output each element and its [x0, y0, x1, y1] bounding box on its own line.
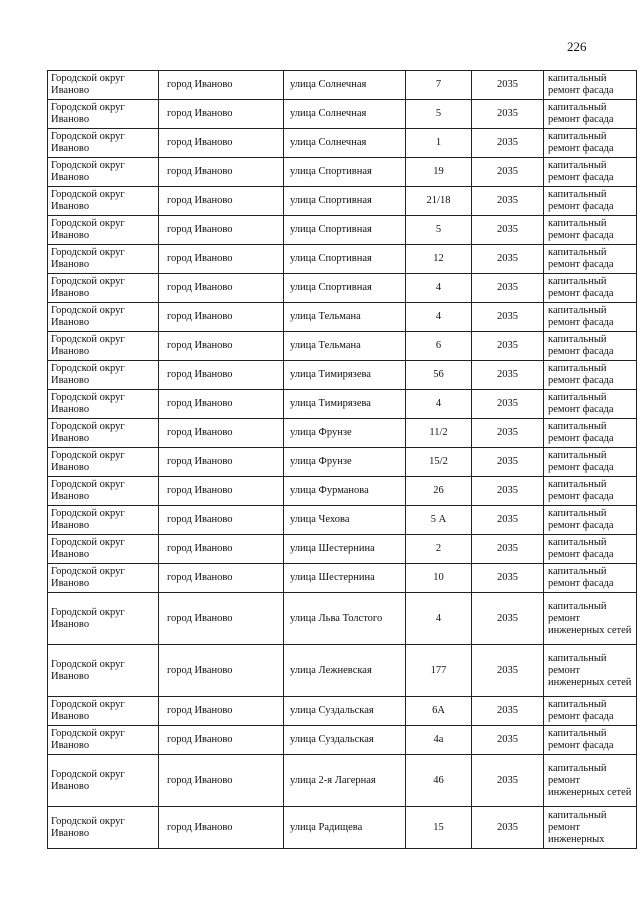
house-number-cell: 56 — [406, 361, 472, 390]
city-cell: город Иваново — [159, 361, 284, 390]
table-row — [48, 216, 637, 245]
district-cell: Городской округ Иваново — [48, 303, 159, 332]
city-cell: город Иваново — [159, 726, 284, 755]
city-cell: город Иваново — [159, 216, 284, 245]
house-number-cell: 7 — [406, 71, 472, 100]
street-cell: улица Спортивная — [284, 216, 406, 245]
year-cell: 2035 — [472, 593, 544, 645]
year-cell: 2035 — [472, 274, 544, 303]
year-cell: 2035 — [472, 390, 544, 419]
housing-repair-table — [47, 70, 637, 849]
street-cell: улица Тельмана — [284, 303, 406, 332]
city-cell: город Иваново — [159, 187, 284, 216]
district-cell: Городской округ Иваново — [48, 755, 159, 807]
table-row — [48, 755, 637, 807]
year-cell: 2035 — [472, 216, 544, 245]
district-cell: Городской округ Иваново — [48, 564, 159, 593]
city-cell: город Иваново — [159, 477, 284, 506]
district-cell: Городской округ Иваново — [48, 390, 159, 419]
year-cell: 2035 — [472, 129, 544, 158]
city-cell: город Иваново — [159, 755, 284, 807]
city-cell: город Иваново — [159, 419, 284, 448]
street-cell: улица Тельмана — [284, 332, 406, 361]
year-cell: 2035 — [472, 535, 544, 564]
work-type-cell: капитальный ремонт фасада — [544, 535, 637, 564]
year-cell: 2035 — [472, 448, 544, 477]
table-row — [48, 535, 637, 564]
year-cell: 2035 — [472, 477, 544, 506]
street-cell: улица Лежневская — [284, 645, 406, 697]
house-number-cell: 21/18 — [406, 187, 472, 216]
district-cell: Городской округ Иваново — [48, 697, 159, 726]
street-cell: улица Фрунзе — [284, 448, 406, 477]
district-cell: Городской округ Иваново — [48, 274, 159, 303]
table-row — [48, 390, 637, 419]
house-number-cell: 26 — [406, 477, 472, 506]
year-cell: 2035 — [472, 807, 544, 849]
city-cell: город Иваново — [159, 332, 284, 361]
year-cell: 2035 — [472, 332, 544, 361]
street-cell: улица Спортивная — [284, 187, 406, 216]
work-type-cell: капитальный ремонт фасада — [544, 274, 637, 303]
street-cell: улица Солнечная — [284, 71, 406, 100]
work-type-cell: капитальный ремонт инженерных сетей — [544, 593, 637, 645]
table-body — [48, 71, 637, 849]
table-row — [48, 506, 637, 535]
work-type-cell: капитальный ремонт инженерных — [544, 807, 637, 849]
house-number-cell: 15/2 — [406, 448, 472, 477]
house-number-cell: 1 — [406, 129, 472, 158]
district-cell: Городской округ Иваново — [48, 477, 159, 506]
table-row — [48, 645, 637, 697]
year-cell: 2035 — [472, 564, 544, 593]
table-row — [48, 477, 637, 506]
work-type-cell: капитальный ремонт фасада — [544, 187, 637, 216]
street-cell: улица Спортивная — [284, 245, 406, 274]
city-cell: город Иваново — [159, 303, 284, 332]
city-cell: город Иваново — [159, 129, 284, 158]
district-cell: Городской округ Иваново — [48, 645, 159, 697]
district-cell: Городской округ Иваново — [48, 361, 159, 390]
table-row — [48, 697, 637, 726]
table-row — [48, 593, 637, 645]
city-cell: город Иваново — [159, 535, 284, 564]
work-type-cell: капитальный ремонт инженерных сетей — [544, 755, 637, 807]
house-number-cell: 5 — [406, 100, 472, 129]
table-row — [48, 158, 637, 187]
page-number: 226 — [567, 39, 587, 54]
district-cell: Городской округ Иваново — [48, 129, 159, 158]
district-cell: Городской округ Иваново — [48, 158, 159, 187]
work-type-cell: капитальный ремонт фасада — [544, 129, 637, 158]
street-cell: улица Спортивная — [284, 274, 406, 303]
house-number-cell: 2 — [406, 535, 472, 564]
table-row — [48, 129, 637, 158]
district-cell: Городской округ Иваново — [48, 332, 159, 361]
house-number-cell: 4 — [406, 390, 472, 419]
table-row — [48, 245, 637, 274]
work-type-cell: капитальный ремонт фасада — [544, 726, 637, 755]
year-cell: 2035 — [472, 245, 544, 274]
city-cell: город Иваново — [159, 697, 284, 726]
street-cell: улица Шестернина — [284, 535, 406, 564]
house-number-cell: 5 — [406, 216, 472, 245]
street-cell: улица Суздальская — [284, 697, 406, 726]
year-cell: 2035 — [472, 158, 544, 187]
year-cell: 2035 — [472, 71, 544, 100]
year-cell: 2035 — [472, 187, 544, 216]
district-cell: Городской округ Иваново — [48, 216, 159, 245]
house-number-cell: 4 — [406, 274, 472, 303]
street-cell: улица Льва Толстого — [284, 593, 406, 645]
city-cell: город Иваново — [159, 274, 284, 303]
work-type-cell: капитальный ремонт фасада — [544, 71, 637, 100]
street-cell: улица Солнечная — [284, 100, 406, 129]
work-type-cell: капитальный ремонт фасада — [544, 303, 637, 332]
district-cell: Городской округ Иваново — [48, 100, 159, 129]
street-cell: улица Солнечная — [284, 129, 406, 158]
city-cell: город Иваново — [159, 564, 284, 593]
house-number-cell: 4 — [406, 303, 472, 332]
year-cell: 2035 — [472, 303, 544, 332]
city-cell: город Иваново — [159, 807, 284, 849]
city-cell: город Иваново — [159, 506, 284, 535]
house-number-cell: 6А — [406, 697, 472, 726]
district-cell: Городской округ Иваново — [48, 506, 159, 535]
work-type-cell: капитальный ремонт фасада — [544, 390, 637, 419]
city-cell: город Иваново — [159, 158, 284, 187]
district-cell: Городской округ Иваново — [48, 535, 159, 564]
table-row — [48, 187, 637, 216]
table-row — [48, 71, 637, 100]
street-cell: улица Фрунзе — [284, 419, 406, 448]
city-cell: город Иваново — [159, 100, 284, 129]
table-row — [48, 303, 637, 332]
city-cell: город Иваново — [159, 448, 284, 477]
work-type-cell: капитальный ремонт фасада — [544, 419, 637, 448]
street-cell: улица Радищева — [284, 807, 406, 849]
work-type-cell: капитальный ремонт фасада — [544, 332, 637, 361]
district-cell: Городской округ Иваново — [48, 807, 159, 849]
work-type-cell: капитальный ремонт фасада — [544, 216, 637, 245]
work-type-cell: капитальный ремонт фасада — [544, 361, 637, 390]
work-type-cell: капитальный ремонт фасада — [544, 477, 637, 506]
street-cell: улица Тимирязева — [284, 361, 406, 390]
year-cell: 2035 — [472, 726, 544, 755]
city-cell: город Иваново — [159, 593, 284, 645]
table-row — [48, 564, 637, 593]
street-cell: улица Чехова — [284, 506, 406, 535]
work-type-cell: капитальный ремонт фасада — [544, 245, 637, 274]
house-number-cell: 15 — [406, 807, 472, 849]
house-number-cell: 177 — [406, 645, 472, 697]
work-type-cell: капитальный ремонт фасада — [544, 448, 637, 477]
table-row — [48, 274, 637, 303]
table-row — [48, 448, 637, 477]
house-number-cell: 46 — [406, 755, 472, 807]
street-cell: улица Спортивная — [284, 158, 406, 187]
year-cell: 2035 — [472, 100, 544, 129]
house-number-cell: 4 — [406, 593, 472, 645]
year-cell: 2035 — [472, 697, 544, 726]
year-cell: 2035 — [472, 506, 544, 535]
work-type-cell: капитальный ремонт фасада — [544, 564, 637, 593]
year-cell: 2035 — [472, 361, 544, 390]
house-number-cell: 19 — [406, 158, 472, 187]
table-row — [48, 726, 637, 755]
table-row — [48, 361, 637, 390]
street-cell: улица Тимирязева — [284, 390, 406, 419]
city-cell: город Иваново — [159, 245, 284, 274]
work-type-cell: капитальный ремонт фасада — [544, 697, 637, 726]
street-cell: улица 2-я Лагерная — [284, 755, 406, 807]
district-cell: Городской округ Иваново — [48, 726, 159, 755]
city-cell: город Иваново — [159, 645, 284, 697]
district-cell: Городской округ Иваново — [48, 448, 159, 477]
house-number-cell: 11/2 — [406, 419, 472, 448]
table-row — [48, 100, 637, 129]
house-number-cell: 5 А — [406, 506, 472, 535]
street-cell: улица Фурманова — [284, 477, 406, 506]
work-type-cell: капитальный ремонт фасада — [544, 100, 637, 129]
house-number-cell: 10 — [406, 564, 472, 593]
work-type-cell: капитальный ремонт инженерных сетей — [544, 645, 637, 697]
house-number-cell: 6 — [406, 332, 472, 361]
district-cell: Городской округ Иваново — [48, 593, 159, 645]
street-cell: улица Шестернина — [284, 564, 406, 593]
work-type-cell: капитальный ремонт фасада — [544, 506, 637, 535]
table-row — [48, 332, 637, 361]
district-cell: Городской округ Иваново — [48, 419, 159, 448]
house-number-cell: 12 — [406, 245, 472, 274]
work-type-cell: капитальный ремонт фасада — [544, 158, 637, 187]
table-row — [48, 807, 637, 849]
district-cell: Городской округ Иваново — [48, 245, 159, 274]
district-cell: Городской округ Иваново — [48, 71, 159, 100]
table-row — [48, 419, 637, 448]
year-cell: 2035 — [472, 645, 544, 697]
house-number-cell: 4а — [406, 726, 472, 755]
year-cell: 2035 — [472, 755, 544, 807]
year-cell: 2035 — [472, 419, 544, 448]
city-cell: город Иваново — [159, 390, 284, 419]
street-cell: улица Суздальская — [284, 726, 406, 755]
district-cell: Городской округ Иваново — [48, 187, 159, 216]
city-cell: город Иваново — [159, 71, 284, 100]
